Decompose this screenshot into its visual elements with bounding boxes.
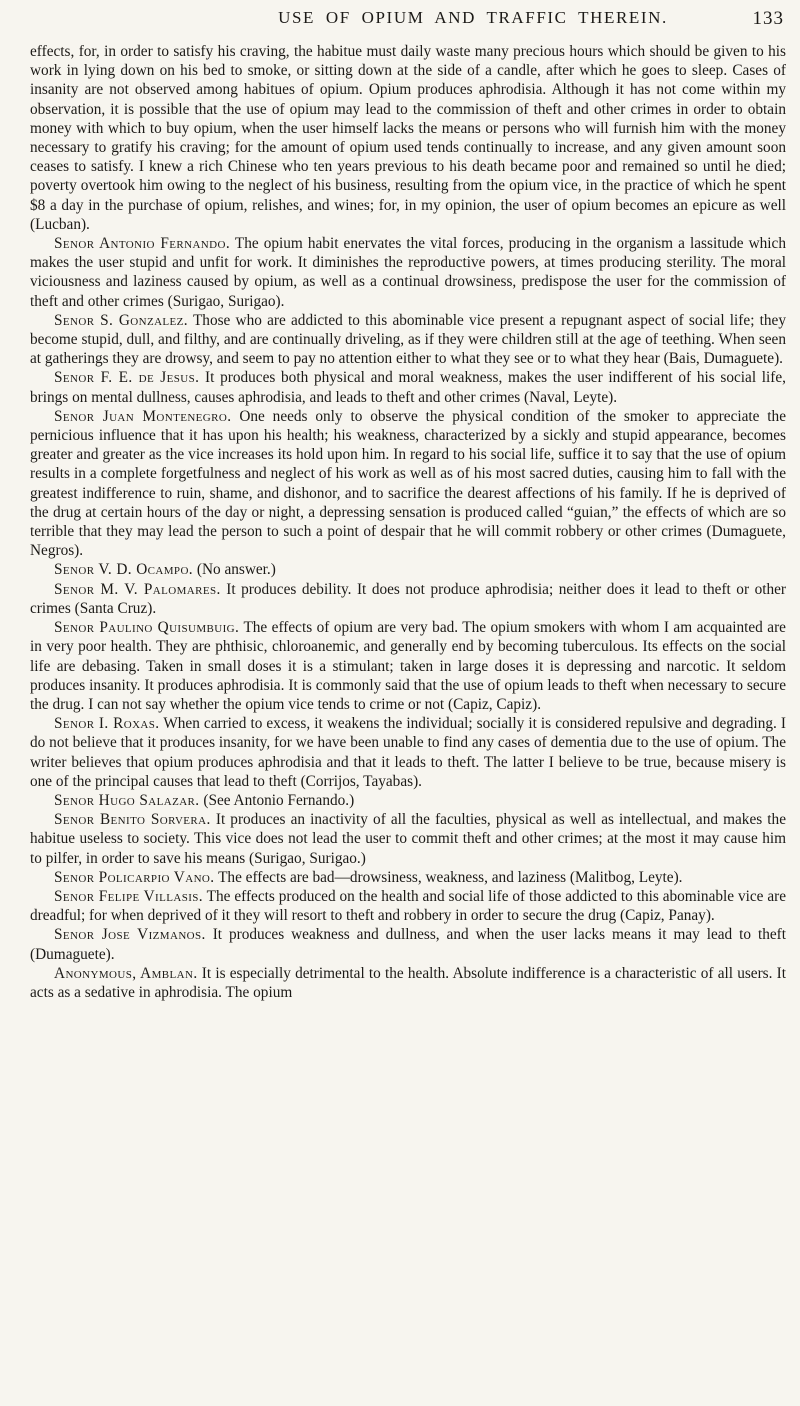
paragraph-text: (See Antonio Fernando.): [203, 791, 355, 809]
running-head: USE OF OPIUM AND TRAFFIC THEREIN.: [278, 8, 668, 27]
paragraph: [30, 407, 786, 561]
paragraph: [30, 368, 786, 406]
speaker-name: Senor Benito Sorvera.: [54, 811, 211, 829]
speaker-name: Senor Jose Vizmanos.: [54, 926, 206, 944]
speaker-name: Senor Hugo Salazar.: [54, 791, 200, 809]
speaker-name: Senor Policarpio Vano.: [54, 868, 215, 886]
speaker-name: Senor Antonio Fernando.: [54, 235, 231, 253]
speaker-name: Senor Juan Montenegro.: [54, 407, 232, 425]
paragraph: [30, 868, 786, 887]
paragraph: [30, 42, 786, 234]
paragraph: [30, 618, 786, 714]
paragraph: [30, 714, 786, 791]
paragraph: [30, 791, 786, 810]
speaker-name: Senor Felipe Villasis.: [54, 887, 204, 905]
paragraph-text: It produces an inactivity of all the faculties, physical as well as intellectual, and makes the habitue useless to society. This vice does not lead the user to commit theft and other crimes; at the most it may cause him to pilfer, in order to save his means (Surigao, Surigao.): [30, 811, 786, 867]
paragraph-text: The effects are bad—drowsiness, weakness, and laziness (Malitbog, Leyte).: [218, 868, 683, 886]
paragraph-text: It is especially detrimental to the health. Absolute indifference is a characteristic of all users. It acts as a sedative in aphrodisia. The opium: [30, 964, 786, 1001]
paragraph-text: It produces debility. It does not produce aphrodisia; neither does it lead to theft or other crimes (Santa Cruz).: [30, 580, 787, 617]
speaker-name: Senor V. D. Ocampo.: [54, 561, 194, 579]
speaker-name: Senor F. E. de Jesus.: [54, 369, 200, 387]
paragraph: [30, 311, 786, 369]
paragraph: [30, 887, 786, 925]
paragraph: [30, 560, 786, 579]
paragraph-text: The opium habit enervates the vital forces, producing in the organism a lassitude which makes the user stupid and unfit for work. It diminishes the reproductive powers, at times producing sterility. The moral viciousness and laziness caused by opium, as well as a continual drowsiness, predispose the user for the commission of theft and other crimes (Surigao, Surigao).: [30, 235, 786, 310]
speaker-name: Senor Paulino Quisumbuig.: [54, 619, 240, 637]
paragraph: [30, 234, 786, 311]
paragraph-text: (No answer.): [196, 561, 276, 579]
paragraph: [30, 810, 786, 868]
speaker-name: Senor I. Roxas.: [54, 715, 160, 733]
paragraph-text: The effects of opium are very bad. The opium smokers with whom I am acquainted are in very poor health. They are phthisic, chloroanemic, and generally end by becoming tuberculous. Its effects on the social life are debasing. Taken in small doses it is a stimulant; taken in large doses it is depressing and narcotic. It seldom produces insanity. It produces aphrodisia. It is commonly said that the use of opium leads to theft when necessary to secure the drug. I can not say whether the opium vice tends to crime or not (Capiz, Capiz).: [30, 619, 786, 713]
speaker-name: Senor M. V. Palomares.: [54, 580, 221, 598]
paragraph: [30, 925, 786, 963]
paragraph-text: It produces weakness and dullness, and when the user lacks means it may lead to theft (Dumaguete).: [30, 926, 786, 963]
paragraph-text: When carried to excess, it weakens the individual; socially it is considered repulsive and degrading. I do not believe that it produces insanity, for we have been unable to find any cases of dementia due to the use of opium. The writer believes that opium produces aphrodisia and that it leads to theft. The latter I believe to be true, because misery is one of the principal causes that lead to theft (Corrijos, Tayabas).: [30, 715, 786, 790]
paragraph-text: Those who are addicted to this abominable vice present a repugnant aspect of social life; they become stupid, dull, and filthy, and are continually driveling, as if they were children still at the age of teething. When seen at gatherings they are drowsy, and seem to pay no attention either to what they see or to what they hear (Bais, Dumaguete).: [30, 311, 786, 368]
page-body: [30, 42, 786, 1002]
paragraph-text: The effects produced on the health and social life of those addicted to this abominable vice are dreadful; for when deprived of it they will resort to theft and robbery in order to secure the drug (Capiz, Panay).: [30, 887, 786, 925]
paragraph: [30, 580, 786, 618]
speaker-name: Anonymous, Amblan.: [54, 964, 198, 982]
page-header: [30, 8, 786, 34]
paragraph-text: It produces both physical and moral weakness, makes the user indifferent of his social life, brings on mental dullness, causes aphrodisia, and leads to theft and other crimes (Naval, Leyte).: [30, 369, 787, 406]
paragraph: [30, 964, 786, 1002]
paragraph-text: effects, for, in order to satisfy his craving, the habitue must daily waste many precious hours which should be given to his work in lying down on his bed to smoke, or sitting down at the side of a candle, after which he goes to sleep. Cases of insanity are not observed among habitues of opium. Opium produces aphrodisia. Although it has not come within my observation, it is possible that the use of opium may lead to the commission of theft and other crimes in order to obtain money with which to buy opium, when the user himself lacks the means or persons who will furnish him with the money necessary to gratify his craving; for the amount of opium used tends continually to increase, and any given amount soon ceases to satisfy. I knew a rich Chinese who ten years previous to his death became poor and remained so until he died; poverty overtook him owing to the neglect of his business, resulting from the opium vice, in the practice of which he spent $8 a day in the purchase of opium, relishes, and wines; for, in my opinion, the user of opium becomes an epicure as well (Lucban).: [30, 43, 786, 233]
page-number: 133: [752, 8, 784, 29]
speaker-name: Senor S. Gonzalez.: [54, 311, 188, 329]
paragraph-text: One needs only to observe the physical condition of the smoker to appreciate the pernicious influence that it has upon his health; his weakness, characterized by a sickly and stupid appearance, becomes greater and greater as the vice increases its hold upon him. In regard to his social life, suffice it to say that the use of opium results in a complete forgetfulness and neglect of his work as well as of his most sacred duties, causing him to fall with the greatest indifference to ruin, shame, and dishonor, and to sacrifice the dearest affections of his family. If he is deprived of the drug at certain hours of the day or night, a depressing sensation is produced called “guian,” the effects of which are so terrible that they may lead the person to such a point of despair that he will commit robbery or other crimes (Dumaguete, Negros).: [30, 407, 786, 560]
